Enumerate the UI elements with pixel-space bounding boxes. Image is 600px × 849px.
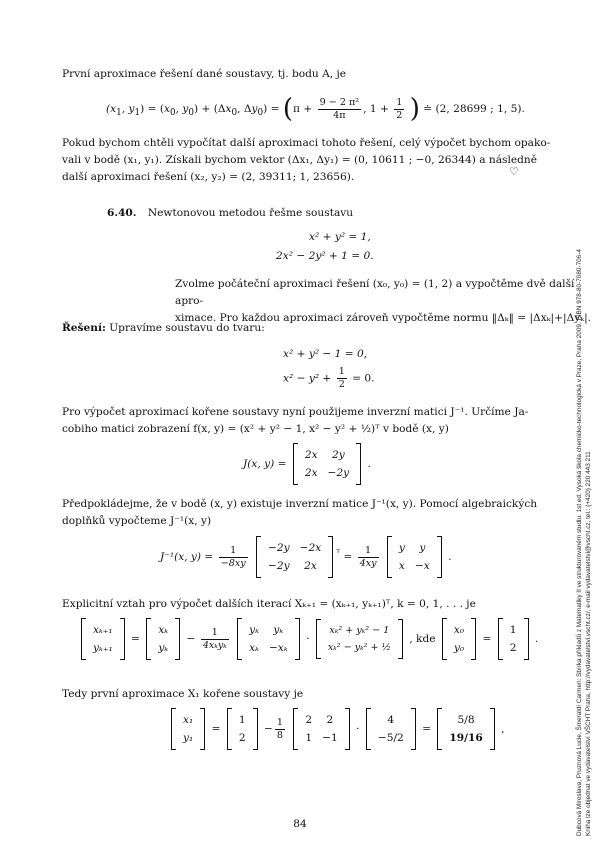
solution-header [62,320,265,337]
page-number: 84 [293,818,307,830]
solution-equation-b [283,366,375,391]
intro-p2-line-3: další aproximaci řešení (x₂, y₂) = (2, 39311; 1, 23656). [62,171,355,183]
intro-p2-line-1: Pokud bychom chtěli vypočítat další aproximaci tohoto řešení, celý výpočet bychom opako- [62,137,551,149]
intro-equation-result: ≐ (2, 28699 ; 1, 5). [423,103,525,115]
inverse-cofactor-matrix: −2y −2x −2y 2x [256,536,333,578]
intro-paragraph-2 [62,135,550,186]
function-value-vector: 4 −5/2 [366,708,416,750]
intro-paragraph-1: První aproximace řešení dané soustavy, tj. bodu A, je [62,68,347,80]
jacobian-matrix: 2x 2y 2x −2y [293,443,361,485]
iteration-matrix: yₖ yₖ xₖ −xₖ [237,618,300,660]
iteration-current-vector: xₖ yₖ [146,618,180,660]
problem-text: Newtonovou metodou řešme soustavu [147,207,354,219]
intro-equation: ($x_1$, $y_1) = (x_0$, $y_0) + (\Delta x_0$, $\Delta y_0) = (\pi$ + $\frac{\text{9 − 2 π²}}{4\pi}$ , 1 + $\frac{1}{2}$ ) ≐ (2, 28699 ; 1, 5). [106,94,525,124]
solution-p2-line-2: doplňků vypočteme J⁻¹(x, y) [62,515,212,527]
solution-p2-line-1: Předpokládejme, že v bodě (x, y) existuje inverzní matice J⁻¹(x, y). Pomocí algebraických [62,498,538,510]
solution-eq-b-den: 2 [338,379,345,390]
solution-equation-a: x² + y² − 1 = 0, [283,348,368,360]
problem-equation-b: 2x² − 2y² + 1 = 0. [276,250,374,262]
iteration-equation: xₖ₊₁ yₖ₊₁ = xₖ yₖ − $\frac{1}{\text{4xₖyₖ}}$ yₖ yₖ xₖ −xₖ · xₖ² + yₖ² − 1 xₖ² − yₖ² + ½ , kde x₀ y₀ = 1 2 . [78,618,538,660]
initial-vector-symbol: x₀ y₀ [442,618,476,660]
side-note-line-1: Dubcová Miroslava, Pruznová Lucie, Šmeraldí Carmen: Sbírka příkladů z Matematiky II ve strukturovaném studiu. 1st ed. Vysoká škola chemicko-technologická v Praze, Praha 2009. ISBN 978-80-7080-706-4 [576,249,583,836]
first-approx-vector: x₁ y₁ [171,708,205,750]
first-approximation-equation: x₁ y₁ = 1 2 − $\frac{1}{8}$ 2 2 1 −1 · 4 −5/2 = 5/8 19/16 , [168,708,505,750]
inverse-lhs: J⁻¹(x, y) = [160,551,214,563]
problem-equation-a: x² + y² = 1, [309,231,371,243]
solution-eq-b-num: 1 [338,366,345,377]
problem-number: 6.40. [107,207,137,219]
end-mark: ♡ [509,165,519,178]
intro-p2-line-2: vali v bodě (x₁, y₁). Získali bychom vektor (Δx₁, Δy₁) = (0, 10611 ; −0, 26344) a následně [62,154,538,166]
iteration-function-vector: xₖ² + yₖ² − 1 xₖ² − yₖ² + ½ [316,619,403,659]
solution-p1-line-2: cobiho matici zobrazení f(x, y) = (x² + y² − 1, x² − y² + ½)ᵀ v bodě (x, y) [62,423,449,435]
side-note [575,36,593,836]
jacobian-equation: J(x, y) = 2x 2y 2x −2y . [243,443,371,485]
solution-eq-b-rhs: = 0. [352,372,375,385]
inverse-matrix: y y x −x [387,536,442,578]
first-approx-matrix: 2 2 1 −1 [293,708,349,750]
result-vector: 5/8 19/16 [437,708,494,750]
initial-vector-value: 1 2 [498,618,529,660]
solution-paragraph-3: Explicitní vztah pro výpočet dalších iterací Xₖ₊₁ = (xₖ₊₁, yₖ₊₁)ᵀ, k = 0, 1, . . . je [62,598,476,610]
transpose-mark: ᵀ [336,548,340,559]
jacobian-lhs: J(x, y) = [243,458,287,470]
start-vector: 1 2 [227,708,258,750]
inverse-equation: J⁻¹(x, y) = $\frac{1}{-8xy}$ −2y −2x −2y 2x $^ᵀ$ = $\frac{1}{4xy}$ y y x −x . [160,536,452,578]
solution-text: Upravíme soustavu do tvaru: [105,322,265,334]
solution-p1-line-1: Pro výpočet aproximací kořene soustavy nyní použijeme inverzní matici J⁻¹. Určíme Ja- [62,406,529,418]
solution-paragraph-1 [62,404,528,438]
solution-label: Řešení: [62,322,106,334]
iteration-next-vector: xₖ₊₁ yₖ₊₁ [81,618,125,660]
solution-paragraph-4: Tedy první aproximace X₁ kořene soustavy je [62,688,304,700]
solution-paragraph-2 [62,496,537,530]
side-note-line-2: Kniha lze objednat ve vydavatelství VŠCHT Praha, http://vydavatelstvi.vscht.cz/, e-mail vydavatelstvi@vscht.cz, tel.: (+420) 220 443 211 [585,451,592,836]
solution-eq-b-lhs: x² − y² + [283,372,332,385]
problem-header [107,205,353,222]
problem-p-line-2: ximace. Pro každou aproximaci zároveň vypočtěme normu ‖Δₖ‖ = |Δxₖ|+|Δyₖ|. [175,312,592,324]
problem-p-line-1: Zvolme počáteční aproximaci řešení (x₀, y₀) = (1, 2) a vypočtěme dvě další apro- [175,278,575,307]
